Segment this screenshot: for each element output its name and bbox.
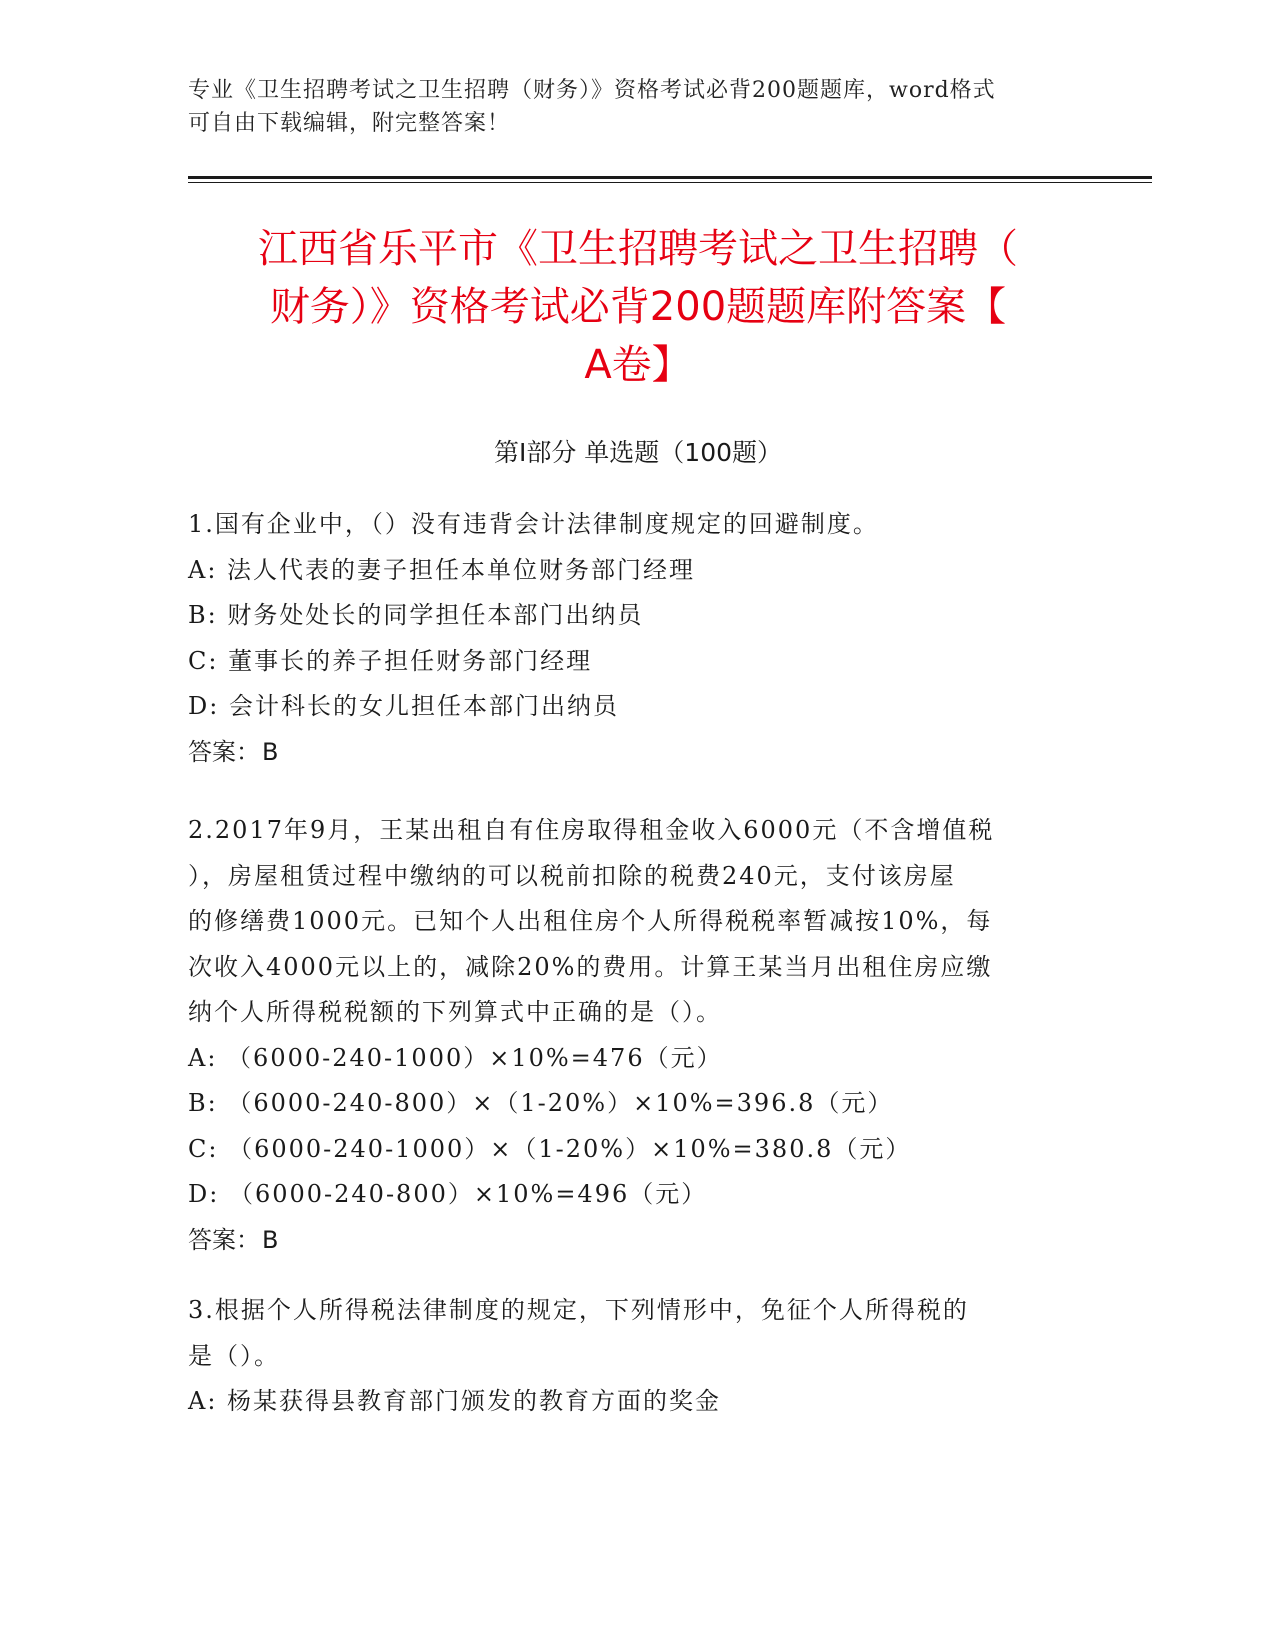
option-a: A: （6000-240-1000）×10%=476（元） (188, 1043, 723, 1072)
answer-label: 答案： (188, 1225, 260, 1254)
option-a: A: 法人代表的妻子担任本单位财务部门经理 (188, 555, 696, 584)
header-divider-thick (188, 176, 1152, 179)
header-note (188, 74, 1068, 140)
option-c: C: （6000-240-1000）×（1-20%）×10%=380.8（元） (188, 1134, 912, 1163)
document-title-line-3: A卷】 (584, 342, 692, 388)
question-1 (188, 502, 1088, 775)
option-d: D: （6000-240-800）×10%=496（元） (188, 1180, 708, 1208)
answer-value: B (262, 737, 279, 766)
question-stem-line: 次收入4000元以上的，减除20%的费用。计算王某当月出租住房应缴 (188, 952, 993, 981)
option-c: C: 董事长的养子担任财务部门经理 (188, 646, 593, 675)
option-b: B: 财务处处长的同学担任本部门出纳员 (188, 601, 644, 629)
question-3 (188, 1288, 1088, 1425)
option-a: A: 杨某获得县教育部门颁发的教育方面的奖金 (188, 1387, 722, 1415)
question-stem-line: 3.根据个人所得税法律制度的规定，下列情形中，免征个人所得税的 (188, 1296, 969, 1324)
document-title-line-1: 江西省乐平市《卫生招聘考试之卫生招聘（ (258, 226, 1018, 272)
answer (188, 1218, 1088, 1264)
question-stem-line: 是（）。 (188, 1341, 280, 1370)
header-note-line-2: 可自由下载编辑，附完整答案！ (188, 111, 511, 136)
question-2 (188, 808, 1088, 1263)
answer-value: B (262, 1225, 279, 1254)
answer (188, 730, 1088, 776)
document-title-line-2: 财务）》资格考试必背200题题库附答案【 (269, 284, 1007, 330)
document-title (188, 220, 1088, 394)
question-stem-line: 2.2017年9月，王某出租自有住房取得租金收入6000元（不含增值税 (188, 816, 995, 844)
question-stem-line: 1.国有企业中，（）没有违背会计法律制度规定的回避制度。 (188, 510, 879, 538)
question-stem-line: ），房屋租赁过程中缴纳的可以税前扣除的税费240元，支付该房屋 (188, 861, 956, 890)
section-title: 第Ⅰ部分 单选题（100题） (493, 438, 783, 467)
question-stem-line: 的修缮费1000元。已知个人出租住房个人所得税税率暂减按10%，每 (188, 907, 993, 935)
answer-label: 答案： (188, 737, 260, 766)
header-note-line-1: 专业《卫生招聘考试之卫生招聘（财务）》资格考试必背200题题库，word格式 (188, 78, 996, 103)
question-stem-line: 纳个人所得税税额的下列算式中正确的是（）。 (188, 998, 722, 1026)
option-b: B: （6000-240-800）×（1-20%）×10%=396.8（元） (188, 1089, 894, 1117)
option-d: D: 会计科长的女儿担任本部门出纳员 (188, 692, 619, 720)
header-divider-thin (188, 182, 1152, 183)
